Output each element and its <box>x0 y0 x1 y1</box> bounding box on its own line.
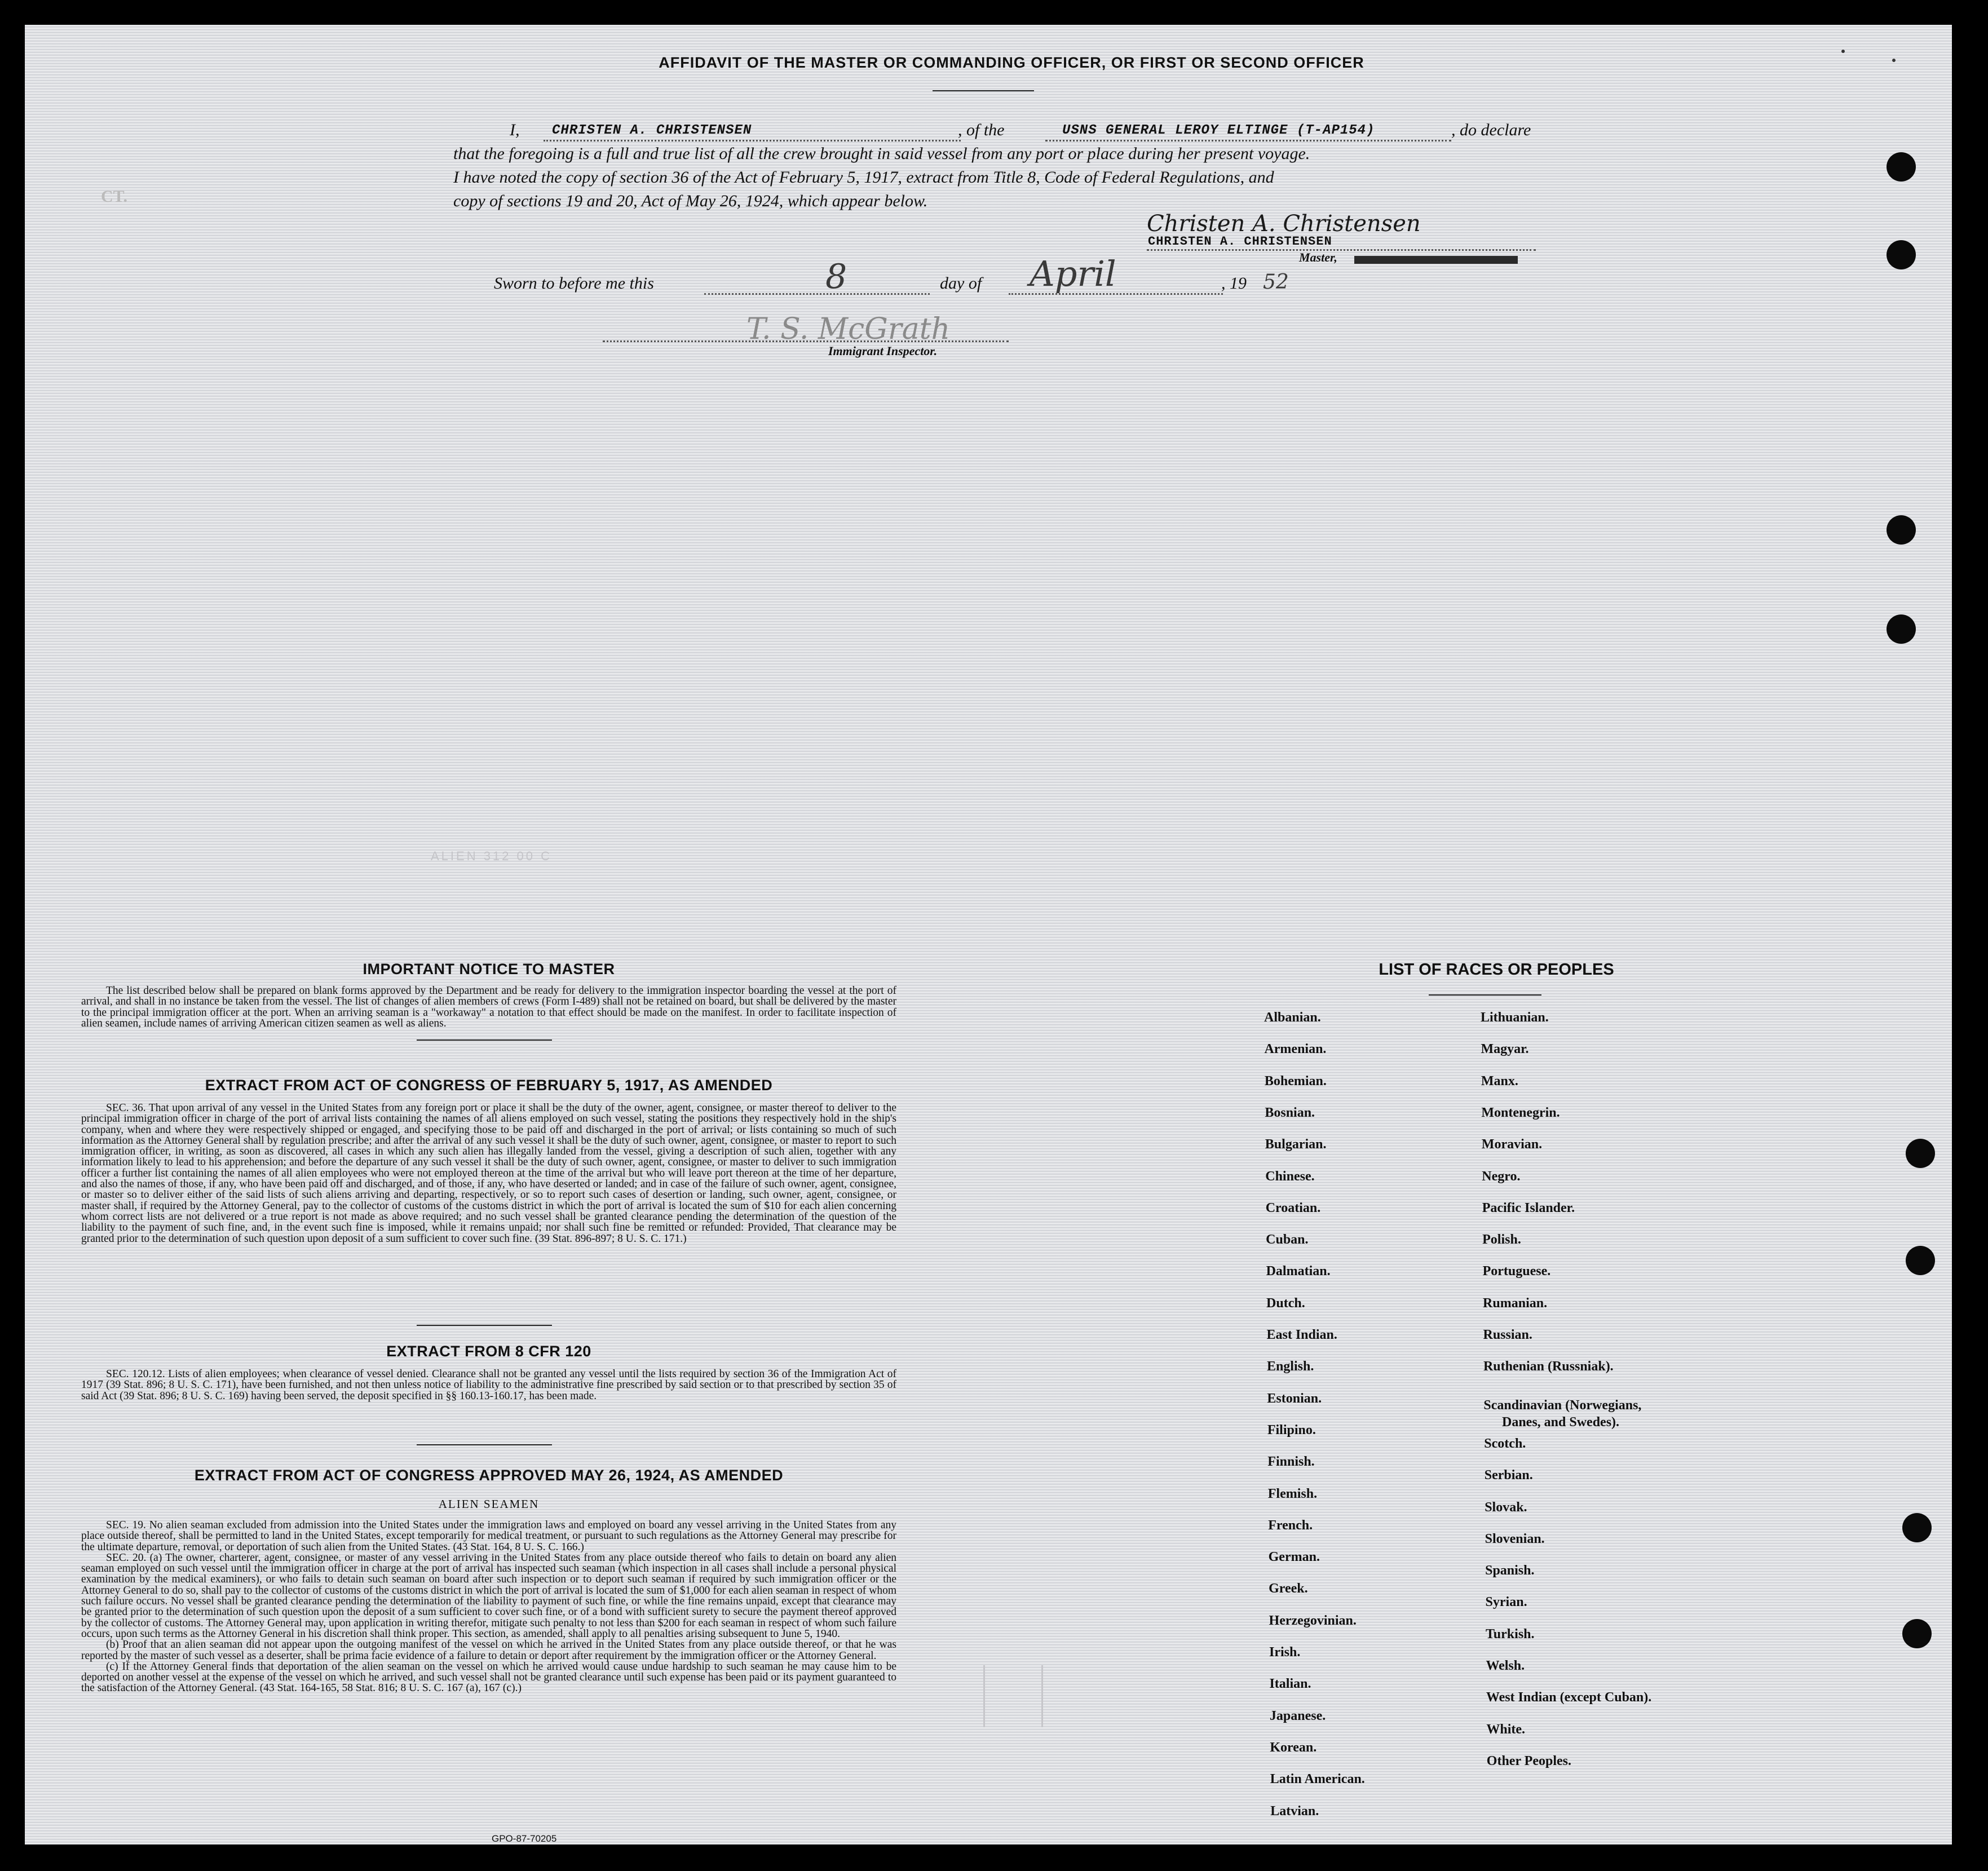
of-the-label: , of the <box>958 121 1005 139</box>
race-item: Herzegovinian. <box>1269 1613 1357 1628</box>
race-item: Flemish. <box>1267 1486 1318 1501</box>
sworn-label: Sworn to before me this <box>494 274 654 293</box>
affidavit-title: AFFIDAVIT OF THE MASTER OR COMMANDING OFFICER, OR FIRST OR SECOND OFFICER <box>659 54 1364 71</box>
race-item: Bosnian. <box>1265 1105 1315 1120</box>
race-item: East Indian. <box>1266 1328 1337 1342</box>
inspector-dotted-line <box>603 340 1009 342</box>
punch-hole <box>1887 152 1916 182</box>
race-item: Moravian. <box>1481 1137 1543 1152</box>
punch-hole <box>1887 240 1916 269</box>
race-item: Latin American. <box>1270 1772 1365 1787</box>
struck-out-title <box>1354 256 1518 264</box>
document-page <box>25 25 1952 1845</box>
race-item: Spanish. <box>1485 1563 1535 1578</box>
master-typed-name: CHRISTEN A. CHRISTENSEN <box>1148 235 1332 249</box>
races-rule <box>1429 994 1541 996</box>
master-signature: Christen A. Christensen <box>1147 211 1421 237</box>
race-item: Filipino. <box>1267 1422 1316 1437</box>
race-item: Turkish. <box>1486 1626 1535 1642</box>
notice-paragraph: The list described below shall be prepared on blank forms approved by the Department and be ready for delivery to the immigration inspector boarding the vessel at the port of arrival, and shall in no instance be taken from the vessel. The list of changes of alien members of crews (Form I-489) shall not be retained on board, but shall be delivered by the master to the principal immigration officer at the port. When an arriving seaman is a "workaway" a notation to that effect should be made on the manifest. In order to facilitate inspection of alien seamen, include names of arriving American citizen seamen as well as aliens. <box>81 985 896 1029</box>
race-item: Bulgarian. <box>1265 1137 1327 1152</box>
races-title: LIST OF RACES OR PEOPLES <box>1379 961 1614 979</box>
speck <box>1841 50 1845 53</box>
speck <box>1892 59 1896 62</box>
vessel-dotted-line <box>1045 140 1451 141</box>
affidavit-line-1 <box>453 121 1750 143</box>
race-item: White. <box>1486 1722 1526 1737</box>
race-item: Cuban. <box>1266 1232 1309 1248</box>
race-item: Negro. <box>1482 1169 1521 1184</box>
extract-1917-title: EXTRACT FROM ACT OF CONGRESS OF FEBRUARY 5, 1917, AS AMENDED <box>205 1077 773 1094</box>
punch-hole <box>1902 1513 1932 1542</box>
title-rule <box>933 90 1034 91</box>
race-item: Portuguese. <box>1482 1264 1551 1279</box>
race-item: French. <box>1268 1518 1313 1533</box>
race-item: Scandinavian (Norwegians, <box>1483 1397 1642 1413</box>
do-declare-label: , do declare <box>1451 121 1531 139</box>
race-item: Russian. <box>1483 1328 1532 1342</box>
race-item: Welsh. <box>1486 1658 1525 1673</box>
declarant-name: CHRISTEN A. CHRISTENSEN <box>552 123 752 138</box>
section-19-paragraph: SEC. 19. No alien seaman excluded from admission into the United States under the immigration laws and employed on board any vessel arriving in the United States from any place outside thereof, shall be permitted to land in the United States, except temporarily for medical treatment, or pursuant to such regulations as the Attorney General may prescribe for the ultimate departure, removal, or deportation of such alien from the United States. (43 Stat. 164, 8 U. S. C. 166.) <box>81 1519 896 1553</box>
race-item: Manx. <box>1481 1073 1518 1089</box>
section-20a-paragraph: SEC. 20. (a) The owner, charterer, agent, consignee, or master of any vessel arriving in the United States from any place outside thereof who fails to detain on board any alien seaman employed on such vessel until the immigration officer in charge at the port of arrival has inspected such seaman (which inspection in all cases shall include a personal physical examination by the medical examiners), or who fails to detain such seaman on board after such inspection or to deport such seaman if required by such immigration officer or the Attorney General to do so, shall pay to the collector of customs of the customs district in which the port of arrival is located the sum of $1,000 for each alien seaman in respect of whom such failure occurs. No vessel shall be granted clearance pending the determination of the liability to payment of such fine, or while the fine remains unpaid, except that clearance may be granted prior to the determination of such question upon the deposit of a sum sufficient to cover such fine, or of a bond with sufficient surety to secure the payment thereof approved by the collector of customs. The Attorney General may, upon application in writing therefor, mitigate such penalty to not less than $200 for each seaman in respect of whom such failure occurs, upon such terms as the Attorney General in his discretion shall think proper. This section, as amended, shall apply to all penalties arising subsequent to June 5, 1940. <box>81 1551 896 1640</box>
inspector-signature: T. S. McGrath <box>746 312 951 346</box>
race-item: Latvian. <box>1270 1803 1319 1819</box>
race-item: Armenian. <box>1264 1042 1327 1057</box>
race-item: Other Peoples. <box>1486 1753 1571 1768</box>
notice-title: IMPORTANT NOTICE TO MASTER <box>363 961 615 977</box>
master-label: Master, <box>1299 250 1337 264</box>
race-item: Ruthenian (Russniak). <box>1483 1359 1614 1374</box>
notice-text <box>81 985 896 1029</box>
race-item: Serbian. <box>1484 1468 1533 1483</box>
race-item: Greek. <box>1269 1581 1308 1596</box>
race-item: Danes, and Swedes). <box>1502 1414 1620 1430</box>
race-item: Finnish. <box>1267 1454 1315 1470</box>
name-dotted-line <box>544 140 961 141</box>
race-item: Dutch. <box>1266 1295 1305 1311</box>
vessel-name: USNS GENERAL LEROY ELTINGE (T-AP154) <box>1062 123 1375 138</box>
inspector-label: Immigrant Inspector. <box>828 344 938 358</box>
race-item: Japanese. <box>1269 1708 1326 1723</box>
punch-hole <box>1887 515 1916 545</box>
race-item: Albanian. <box>1264 1010 1321 1025</box>
day-dotted-line <box>704 293 930 295</box>
extract-cfr-text <box>81 1369 896 1401</box>
race-item: Pacific Islander. <box>1482 1200 1575 1215</box>
sworn-day: 8 <box>825 257 847 297</box>
race-item: Chinese. <box>1265 1169 1315 1184</box>
race-item: Croatian. <box>1265 1200 1321 1215</box>
affidavit-line-4: copy of sections 19 and 20, Act of May 26, 1924, which appear below. <box>453 192 928 210</box>
punch-hole <box>1902 1619 1932 1648</box>
race-item: Estonian. <box>1267 1391 1322 1406</box>
faint-stamp: ALIEN 312 00 C <box>431 849 552 863</box>
punch-hole <box>1906 1246 1935 1275</box>
alien-seamen-subtitle: ALIEN SEAMEN <box>438 1497 540 1511</box>
race-item: Korean. <box>1270 1740 1317 1755</box>
affidavit-line-3: I have noted the copy of section 36 of the Act of February 5, 1917, extract from Title 8, Code of Federal Regulations, and <box>453 168 1274 187</box>
race-item: Syrian. <box>1485 1595 1527 1610</box>
extract-1917-rule <box>417 1325 552 1326</box>
print-code: GPO-87-70205 <box>492 1833 557 1844</box>
year-suffix: 52 <box>1263 271 1289 294</box>
punch-hole <box>1887 614 1916 644</box>
race-item: German. <box>1268 1550 1320 1565</box>
section-20b-paragraph: (b) Proof that an alien seaman did not appear upon the outgoing manifest of the vessel on which he arrived in the United States from any place outside thereof, or that he was reported by the master of such vessel as a deserter, shall be prima facie evidence of a failure to detain or deport after requirement by the immigration officer or the Attorney General. <box>81 1639 896 1662</box>
extract-cfr-title: EXTRACT FROM 8 CFR 120 <box>386 1343 591 1360</box>
race-item: Bohemian. <box>1264 1073 1327 1089</box>
extract-cfr-rule <box>417 1444 552 1445</box>
sworn-month: April <box>1030 253 1116 294</box>
extract-1924-title: EXTRACT FROM ACT OF CONGRESS APPROVED MAY 26, 1924, AS AMENDED <box>194 1467 784 1484</box>
race-item: Dalmatian. <box>1266 1264 1331 1279</box>
race-item: Montenegrin. <box>1481 1105 1560 1120</box>
year-prefix: , 19 <box>1221 274 1247 293</box>
extract-1924-text <box>81 1520 896 1694</box>
race-item: Italian. <box>1269 1677 1311 1692</box>
race-item: English. <box>1266 1359 1314 1374</box>
race-item: Scotch. <box>1484 1436 1526 1451</box>
race-item: Lithuanian. <box>1481 1010 1549 1025</box>
race-item: Magyar. <box>1481 1042 1529 1057</box>
master-dotted-line <box>1147 249 1536 251</box>
intro-i: I, <box>510 121 520 139</box>
race-item: West Indian (except Cuban). <box>1486 1690 1652 1705</box>
affidavit-line-2: that the foregoing is a full and true list of all the crew brought in said vessel from any port or place during her present voyage. <box>453 144 1310 163</box>
section-120-paragraph: SEC. 120.12. Lists of alien employees; when clearance of vessel denied. Clearance shall not be granted any vessel until the lists required by section 36 of the Immigration Act of 1917 (39 Stat. 896; 8 U. S. C. 171), have been furnished, and not then unless notice of liability to the administrative fine prescribed by said section or to that prescribed by section 35 of said Act (39 Stat. 896; 8 U. S. C. 169) having been served, the deposit specified in §§ 160.13-160.17, has been made. <box>81 1368 896 1402</box>
race-item: Slovenian. <box>1485 1531 1545 1546</box>
day-of-label: day of <box>940 274 982 293</box>
section-36-paragraph: SEC. 36. That upon arrival of any vessel in the United States from any foreign port or place it shall be the duty of the owner, agent, consignee, or master thereof to deliver to the principal immigration officer in charge of the port of arrival lists containing the names of all aliens employed on such vessel, stating the positions they respectively hold in the ship's company, when and where they were respectively shipped or engaged, and specifying those to be paid off and discharged in the port of arrival; or lists containing so much of such information as the Attorney General shall by regulation prescribe; and after the arrival of any such vessel it shall be the duty of such owner, agent, consignee, or master to report to such immigration officer, in writing, as soon as discovered, all cases in which any such alien has illegally landed from the vessel, giving a description of such alien, together with any information likely to lead to his apprehension; and before the departure of any such vessel it shall be the duty of such owner, agent, consignee, or master to deliver to such immigration officer a further list containing the names of all alien employees who were not employed thereon at the time of the arrival but who will leave port thereon at the time of her departure, and also the names of those, if any, who have been paid off and discharged, and of those, if any, who have deserted or landed; and in case of the failure of such owner, agent, consignee, or master so to deliver either of the said lists of such aliens arriving and departing, respectively, or so to report such cases of desertion or landing, such owner, agent, consignee, or master shall, if required by the Attorney General, pay to the collector of customs of the customs district in which the port of arrival is located the sum of $10 for each alien concerning whom correct lists are not delivered or a true report is not made as above required; and no such vessel shall be granted clearance pending the determination of the question of the liability to the payment of such fine, and, in the event such fine is imposed, while it remains unpaid; nor shall such fine be remitted or refunded: Provided, That clearance may be granted prior to the determination of such question upon deposit of a sum sufficient to cover such fine. (39 Stat. 896-897; 8 U. S. C. 171.) <box>81 1102 896 1245</box>
race-item: Polish. <box>1482 1232 1521 1248</box>
month-dotted-line <box>1009 293 1223 295</box>
pencil-mark <box>983 1665 1043 1727</box>
notice-rule <box>417 1040 552 1041</box>
stray-mark: CT. <box>101 187 127 206</box>
punch-hole <box>1906 1139 1935 1168</box>
race-item: Irish. <box>1269 1645 1301 1660</box>
section-20c-paragraph: (c) If the Attorney General finds that deportation of the alien seaman on the vessel on which he arrived would cause undue hardship to such seaman he may cause him to be deported on another vessel at the expense of the vessel on which he arrived, and such vessel shall not be granted clearance until such expense has been paid or its payment guaranteed to the satisfaction of the Attorney General. (43 Stat. 164-165, 58 Stat. 816; 8 U. S. C. 167 (a), 167 (c).) <box>81 1660 896 1695</box>
race-item: Rumanian. <box>1483 1295 1548 1311</box>
extract-1917-text <box>81 1103 896 1244</box>
race-item: Slovak. <box>1485 1500 1527 1515</box>
